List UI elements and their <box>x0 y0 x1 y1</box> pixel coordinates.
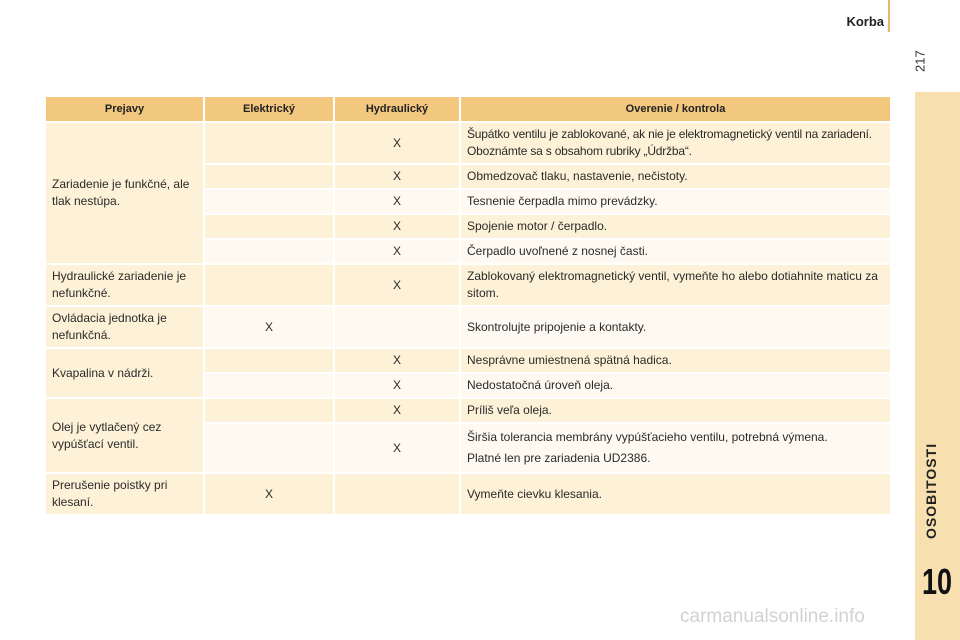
table-row <box>46 265 890 305</box>
electric-cell <box>205 265 333 305</box>
check-cell <box>461 123 890 163</box>
symptom-cell: Hydraulické zariadenie je nefunkčné. <box>46 265 203 305</box>
table-row <box>46 474 890 514</box>
check-cell: Čerpadlo uvoľnené z nosnej časti. <box>461 240 890 263</box>
troubleshooting-table <box>44 95 892 516</box>
page-section-title: Korba <box>846 14 884 29</box>
check-cell: Spojenie motor / čerpadlo. <box>461 215 890 238</box>
electric-cell <box>205 349 333 372</box>
chapter-label: OSOBITOSTI <box>923 442 939 540</box>
hydraulic-cell: X <box>335 374 459 397</box>
check-cell: Nesprávne umiestnená spätná hadica. <box>461 349 890 372</box>
page-number: 217 <box>912 50 928 72</box>
electric-cell: X <box>205 307 333 347</box>
check-cell: Nedostatočná úroveň oleja. <box>461 374 890 397</box>
check-line: Širšia tolerancia membrány vypúšťacieho ventilu, potrebná výmena. <box>467 430 828 444</box>
electric-cell <box>205 240 333 263</box>
check-cell: Obmedzovač tlaku, nastavenie, nečistoty. <box>461 165 890 188</box>
column-header-check: Overenie / kontrola <box>461 97 890 121</box>
electric-cell <box>205 165 333 188</box>
electric-cell <box>205 215 333 238</box>
chapter-number: 10 <box>921 561 953 602</box>
check-cell <box>461 424 890 472</box>
check-line: Oboznámte sa s obsahom rubriky „Údržba“. <box>467 144 692 158</box>
symptom-cell: Kvapalina v nádrži. <box>46 349 203 397</box>
electric-cell <box>205 424 333 472</box>
hydraulic-cell: X <box>335 123 459 163</box>
table-row <box>46 349 890 372</box>
hydraulic-cell: X <box>335 424 459 472</box>
hydraulic-cell: X <box>335 349 459 372</box>
electric-cell <box>205 399 333 422</box>
hydraulic-cell: X <box>335 190 459 213</box>
hydraulic-cell: X <box>335 399 459 422</box>
symptom-cell: Ovládacia jednotka je nefunkčná. <box>46 307 203 347</box>
electric-cell: X <box>205 474 333 514</box>
hydraulic-cell: X <box>335 165 459 188</box>
check-cell: Tesnenie čerpadla mimo prevádzky. <box>461 190 890 213</box>
hydraulic-cell: X <box>335 240 459 263</box>
table-row <box>46 307 890 347</box>
check-cell: Skontrolujte pripojenie a kontakty. <box>461 307 890 347</box>
check-line: Platné len pre zariadenia UD2386. <box>467 451 651 465</box>
symptom-cell: Olej je vytlačený cez vypúšťací ventil. <box>46 399 203 472</box>
check-cell: Zablokovaný elektromagnetický ventil, vymeňte ho alebo dotiahnite maticu za sitom. <box>461 265 890 305</box>
hydraulic-cell <box>335 307 459 347</box>
watermark: carmanualsonline.info <box>680 606 865 627</box>
hydraulic-cell <box>335 474 459 514</box>
check-cell: Vymeňte cievku klesania. <box>461 474 890 514</box>
table-row <box>46 399 890 422</box>
hydraulic-cell: X <box>335 215 459 238</box>
table-header-row <box>46 97 890 121</box>
hydraulic-cell: X <box>335 265 459 305</box>
symptom-cell: Zariadenie je funkčné, ale tlak nestúpa. <box>46 123 203 263</box>
electric-cell <box>205 123 333 163</box>
check-line: Šupátko ventilu je zablokované, ak nie je elektromagnetický ventil na zariadení. <box>467 127 872 141</box>
column-header-symptoms: Prejavy <box>46 97 203 121</box>
column-header-electric: Elektrický <box>205 97 333 121</box>
electric-cell <box>205 374 333 397</box>
check-cell: Príliš veľa oleja. <box>461 399 890 422</box>
table-row <box>46 123 890 163</box>
column-header-hydraulic: Hydraulický <box>335 97 459 121</box>
electric-cell <box>205 190 333 213</box>
header-divider <box>888 0 890 32</box>
symptom-cell: Prerušenie poistky pri klesaní. <box>46 474 203 514</box>
